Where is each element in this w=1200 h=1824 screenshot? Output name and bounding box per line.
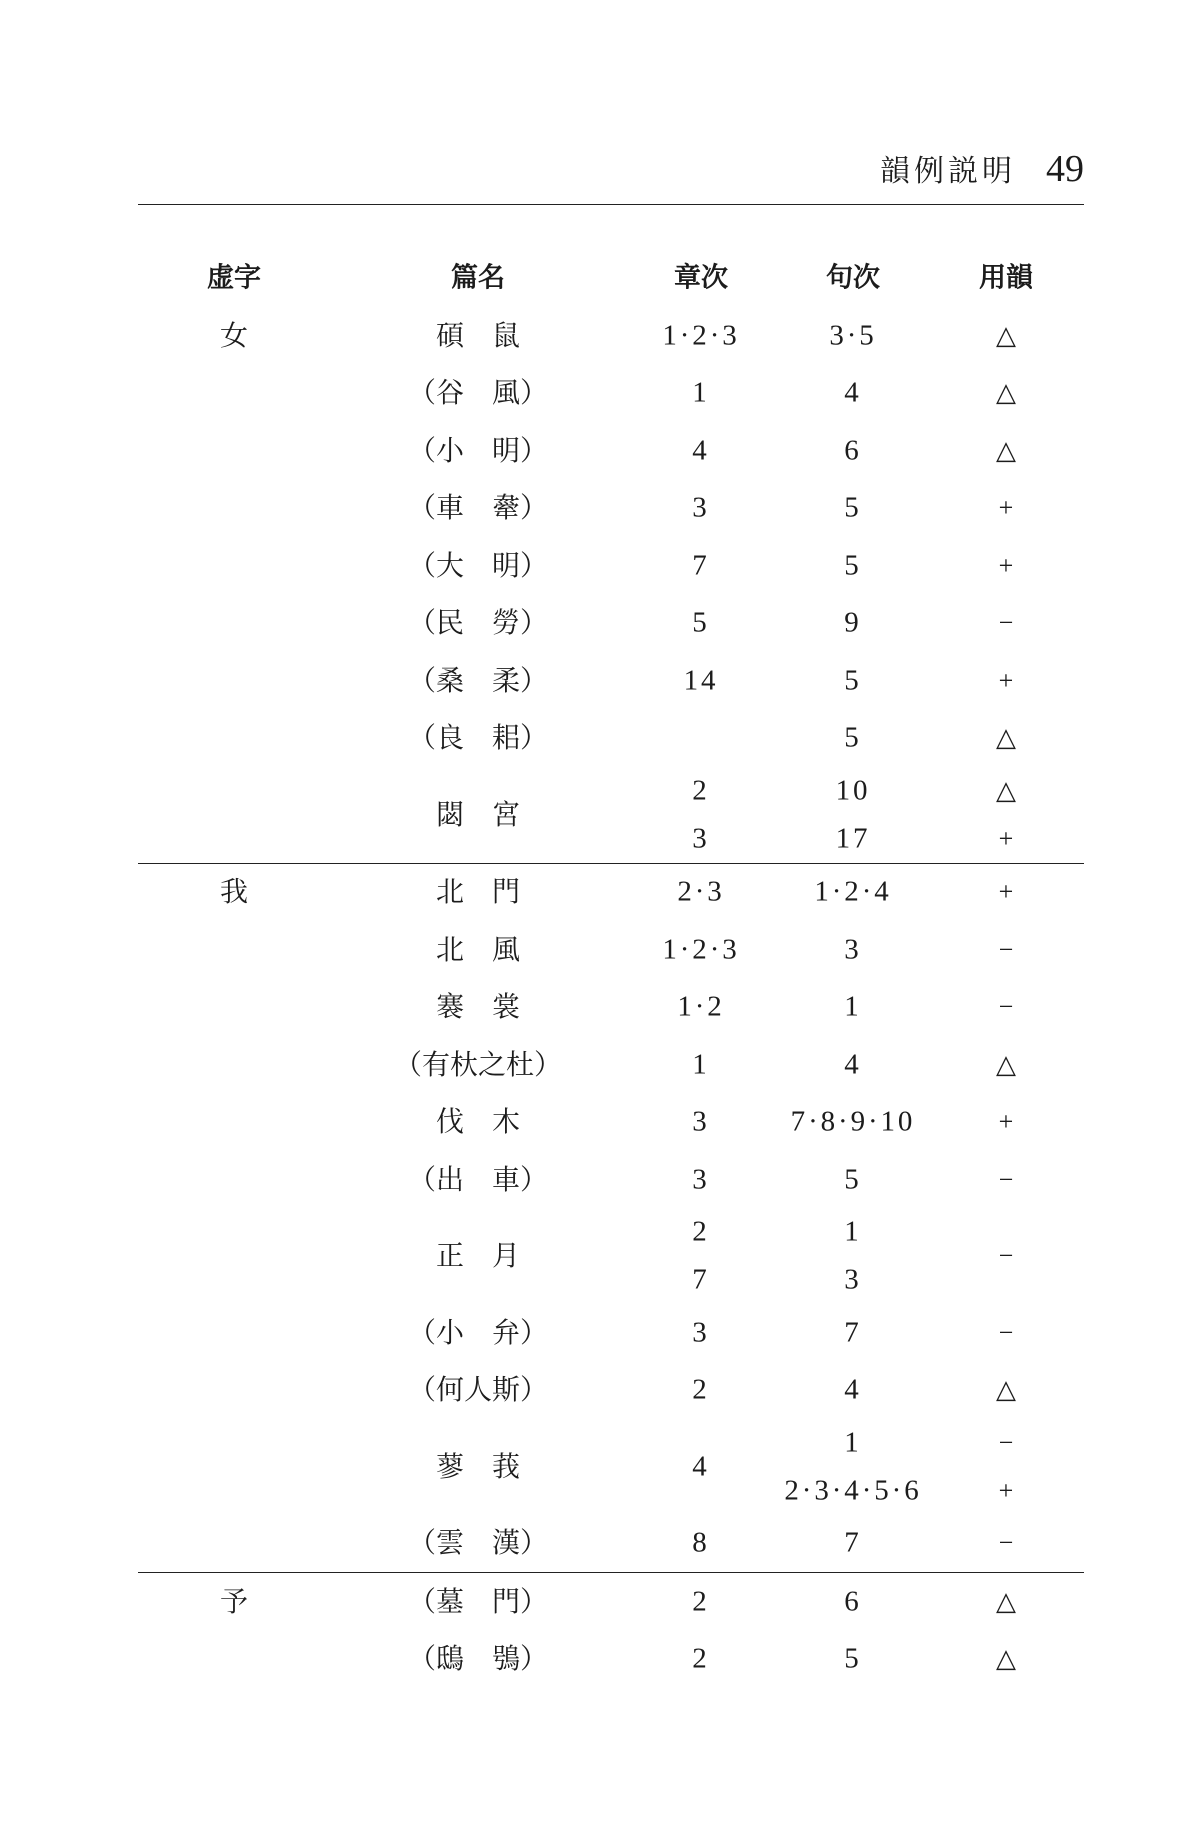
table-row [138,979,1084,1037]
running-head [880,150,1084,188]
zhang-cell: 4 [692,1450,710,1483]
table-row [138,422,1084,480]
ju-cell: 1 [844,990,862,1023]
ju-cell: 7 [844,1526,862,1559]
yun-cell: + [998,877,1014,907]
yun-cell: − [998,1528,1014,1558]
ju-cell: 17 [835,822,871,855]
pian-name-cell: （小 弁） [407,1315,549,1349]
running-head-title: 韻例説明 [880,154,1016,189]
zhang-cell: 3 [692,822,710,855]
yun-cell: △ [996,723,1016,753]
table-row [138,595,1084,653]
zhang-cell: 2 [692,774,710,807]
zhang-cell: 2 [692,1215,710,1248]
header-rule [138,204,1084,205]
zhang-cell: 1 [692,376,710,409]
xuzi-cell: 我 [219,875,249,909]
zhang-cell: 3 [692,491,710,524]
table-row [138,710,1084,768]
table-section [138,1572,1084,1688]
ju-cell: 6 [844,434,862,467]
ju-cell: 5 [844,1642,862,1675]
ju-cell: 4 [844,1373,862,1406]
table-row [138,921,1084,979]
table-row [138,1209,1084,1305]
ju-cell: 1 [844,1215,862,1248]
pian-name-cell: （谷 風） [407,376,549,410]
table-row [138,1151,1084,1209]
yun-cell: △ [996,1375,1016,1405]
zhang-cell: 4 [692,434,710,467]
pian-name-cell: （車 舝） [407,491,549,525]
zhang-cell: 2 [692,1373,710,1406]
table-row [138,767,1084,863]
yun-cell: △ [996,435,1016,465]
pian-name-cell: （小 明） [407,433,549,467]
table-row [138,1515,1084,1573]
ju-cell: 10 [835,774,871,807]
ju-cell: 6 [844,1585,862,1618]
ju-cell: 5 [844,491,862,524]
zhang-cell: 2 [692,1642,710,1675]
table-row [138,652,1084,710]
ju-cell: 3 [844,933,862,966]
ju-cell: 9 [844,606,862,639]
pian-name-cell: 閟 宮 [435,797,521,831]
col-header-zhangci: 章次 [674,262,728,294]
pian-name-cell: 伐 木 [435,1105,521,1139]
page-number: 49 [1046,148,1084,190]
yun-cell: − [998,992,1014,1022]
zhang-cell: 1·2 [677,990,725,1023]
ju-cell: 5 [844,549,862,582]
ju-cell: 1·2·4 [814,875,892,908]
ju-cell: 5 [844,664,862,697]
yun-cell: − [998,1241,1014,1271]
pian-name-cell: （大 明） [407,548,549,582]
table-row [138,307,1084,365]
pian-name-cell: （有杕之杜） [393,1047,563,1081]
pian-name-cell: 蓼 莪 [435,1449,521,1483]
pian-name-cell: 北 門 [435,875,521,909]
table-section [138,863,1084,1573]
yun-cell: − [998,1164,1014,1194]
ju-cell: 5 [844,1163,862,1196]
ju-cell: 4 [844,376,862,409]
table-row [138,864,1084,922]
yun-cell: − [998,934,1014,964]
zhang-cell: 1·2·3 [662,319,740,352]
col-header-pianming: 篇名 [451,262,505,294]
table-row [138,1631,1084,1689]
yun-cell: + [998,1475,1014,1505]
col-header-yongyun: 用韻 [979,262,1033,294]
yun-cell: △ [996,1644,1016,1674]
pian-name-cell: （墓 門） [407,1584,549,1618]
pian-name-cell: 碩 鼠 [435,318,521,352]
yun-cell: △ [996,320,1016,350]
pian-name-cell: （雲 漢） [407,1526,549,1560]
pian-name-cell: （桑 柔） [407,663,549,697]
zhang-cell: 2·3 [677,875,725,908]
ju-cell: 3·5 [829,319,877,352]
zhang-cell: 8 [692,1526,710,1559]
xuzi-cell: 予 [219,1584,249,1618]
zhang-cell: 1·2·3 [662,933,740,966]
rhyme-table [138,250,1084,1689]
table-row [138,365,1084,423]
table-row [138,1036,1084,1094]
table-row [138,1304,1084,1362]
yun-cell: + [998,665,1014,695]
pian-name-cell: 北 風 [435,932,521,966]
zhang-cell: 7 [692,1263,710,1296]
zhang-cell: 5 [692,606,710,639]
ju-cell: 2·3·4·5·6 [784,1474,922,1507]
ju-cell: 1 [844,1426,862,1459]
col-header-juci: 句次 [826,262,880,294]
yun-cell: + [998,550,1014,580]
pian-name-cell: （良 耜） [407,721,549,755]
zhang-cell: 3 [692,1163,710,1196]
ju-cell: 7·8·9·10 [790,1105,916,1138]
ju-cell: 7 [844,1316,862,1349]
table-section [138,307,1084,863]
table-row [138,1419,1084,1515]
xuzi-cell: 女 [219,318,249,352]
ju-cell: 4 [844,1048,862,1081]
yun-cell: − [998,1427,1014,1457]
yun-cell: △ [996,775,1016,805]
pian-name-cell: （何人斯） [407,1373,549,1407]
yun-cell: + [998,493,1014,523]
ju-cell: 5 [844,721,862,754]
ju-cell: 3 [844,1263,862,1296]
pian-name-cell: （民 勞） [407,606,549,640]
zhang-cell: 1 [692,1048,710,1081]
table-row [138,537,1084,595]
zhang-cell: 3 [692,1316,710,1349]
zhang-cell: 7 [692,549,710,582]
table-row [138,1573,1084,1631]
pian-name-cell: 褰 裳 [435,990,521,1024]
zhang-cell: 2 [692,1585,710,1618]
yun-cell: + [998,823,1014,853]
zhang-cell: 14 [683,664,719,697]
yun-cell: − [998,608,1014,638]
yun-cell: △ [996,378,1016,408]
table-row [138,1362,1084,1420]
column-header-row [138,250,1084,308]
zhang-cell: 3 [692,1105,710,1138]
pian-name-cell: 正 月 [435,1239,521,1273]
table-row [138,1094,1084,1152]
yun-cell: △ [996,1586,1016,1616]
yun-cell: + [998,1107,1014,1137]
yun-cell: △ [996,1049,1016,1079]
col-header-xuzi: 虚字 [207,262,261,294]
table-row [138,480,1084,538]
yun-cell: − [998,1317,1014,1347]
pian-name-cell: （鴟 鴞） [407,1642,549,1676]
pian-name-cell: （出 車） [407,1162,549,1196]
